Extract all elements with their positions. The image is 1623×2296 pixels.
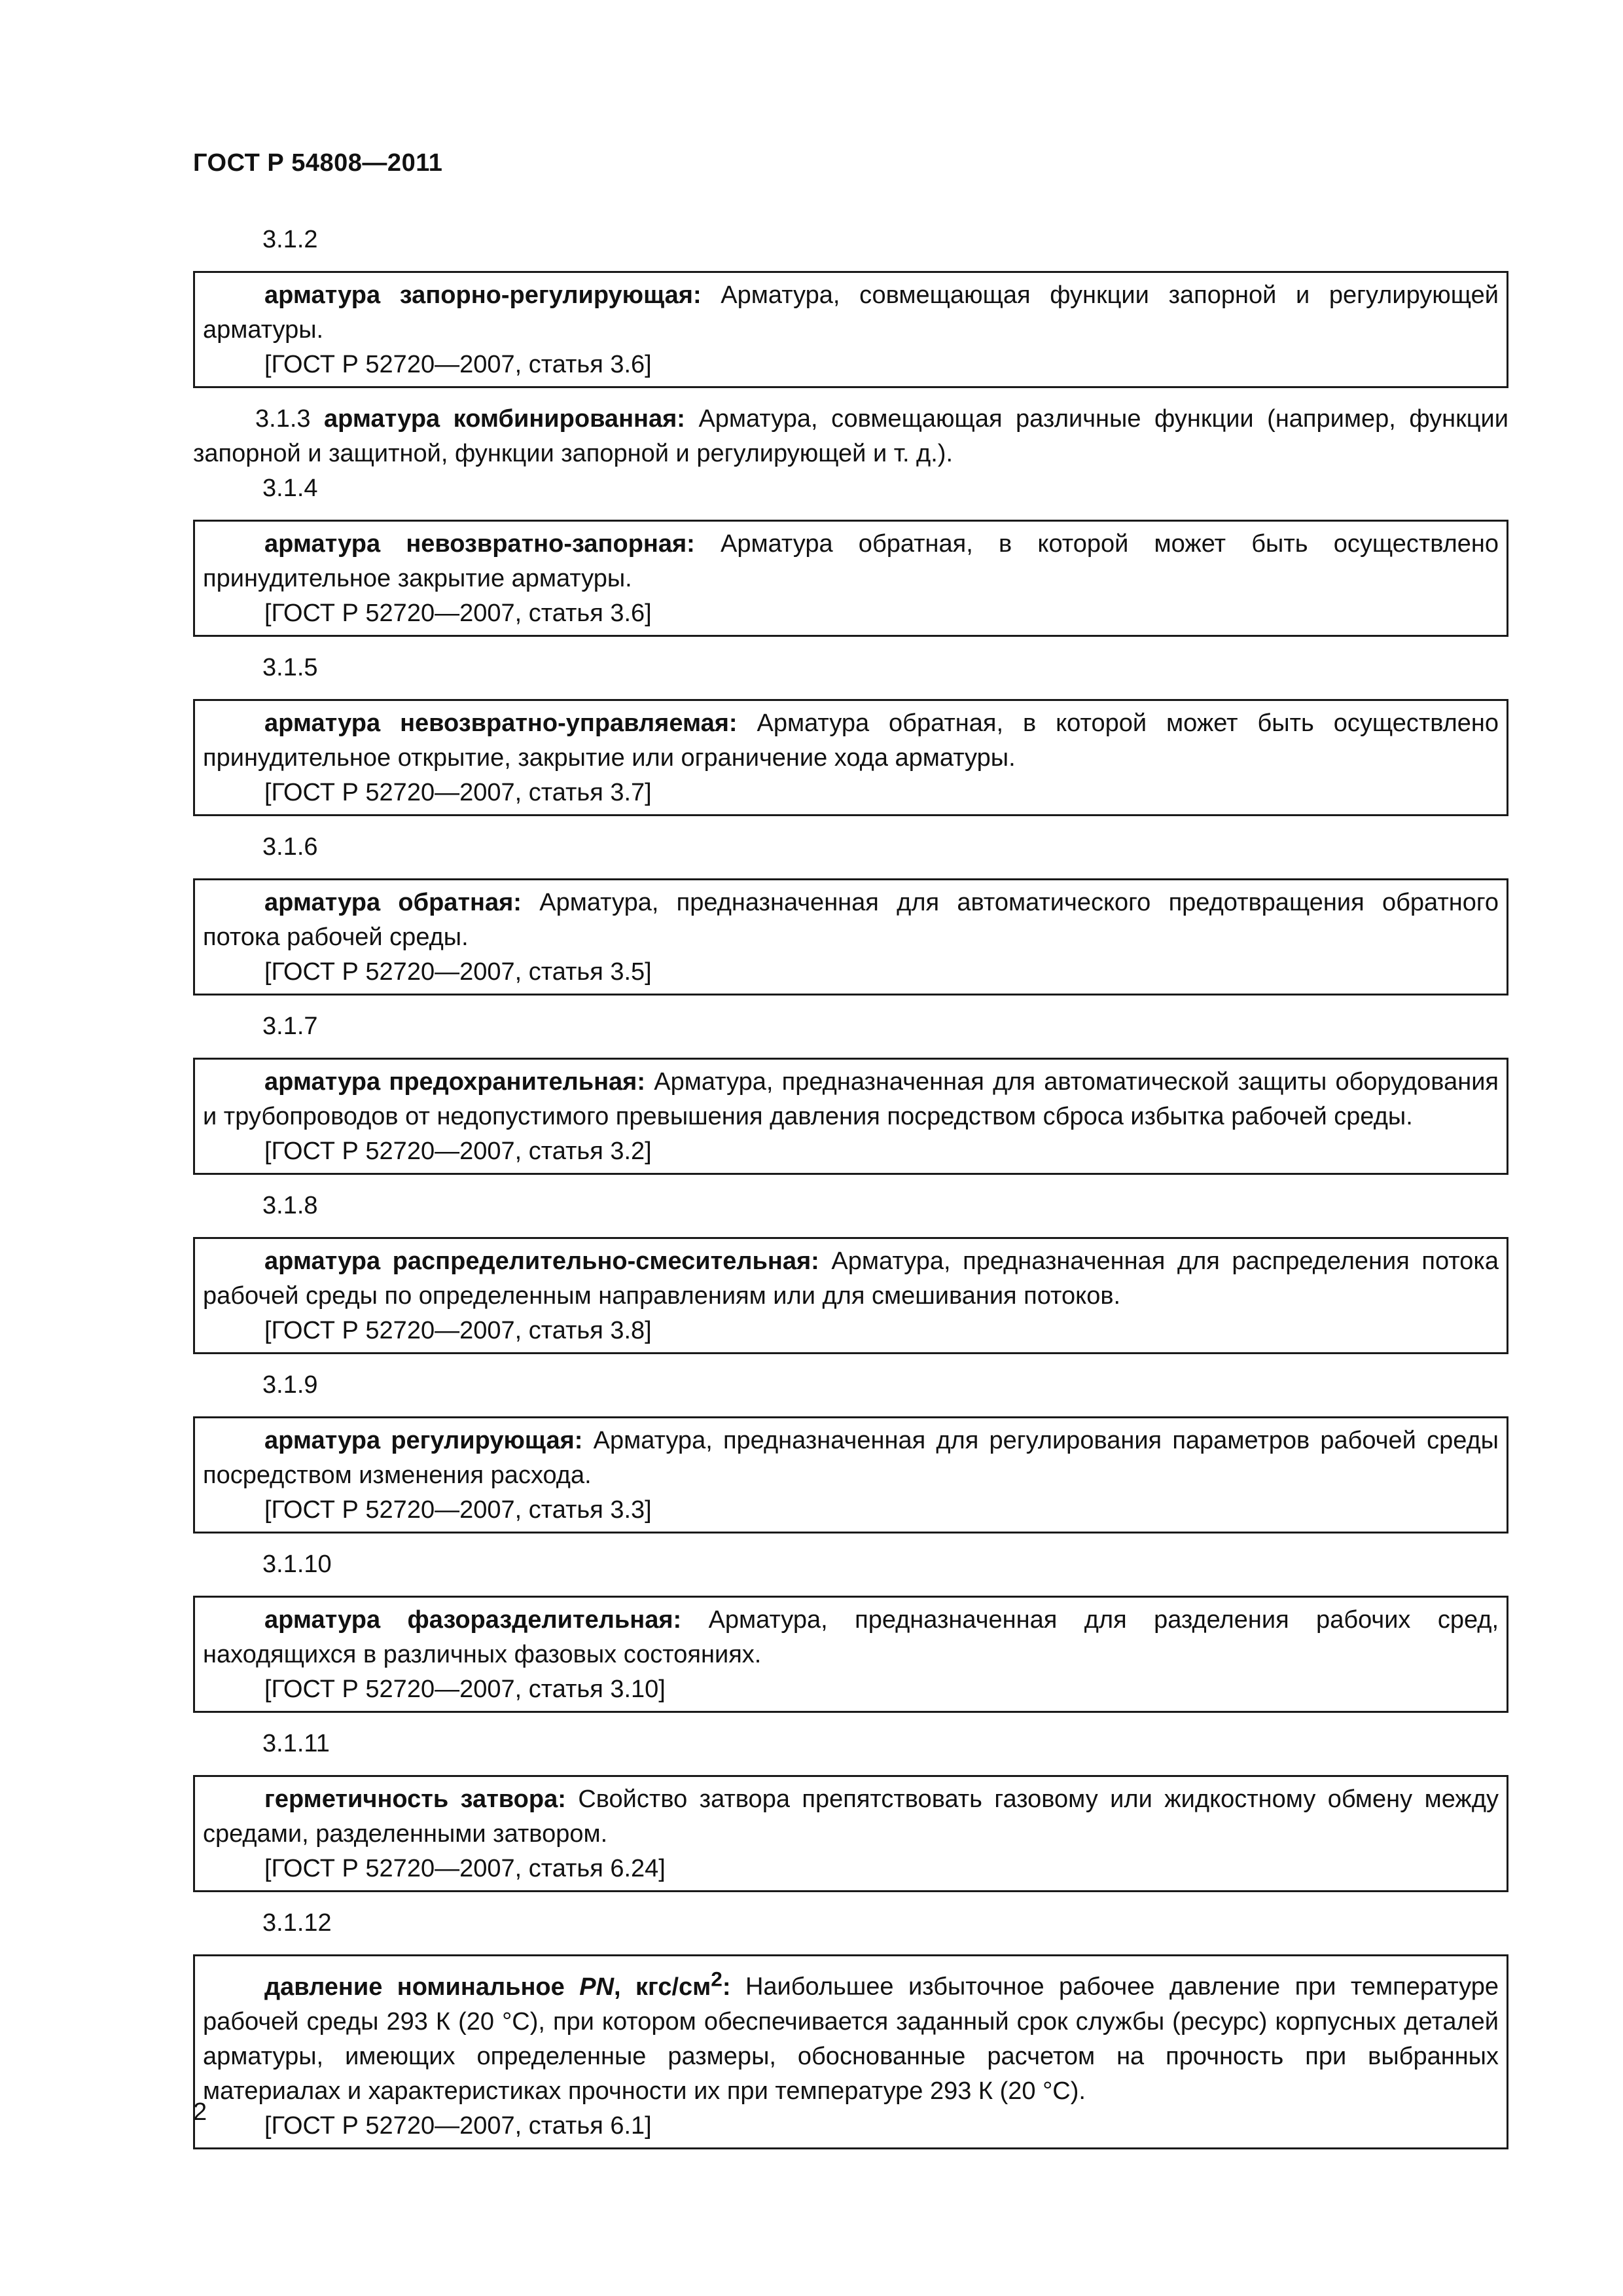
term-number: 3.1.4: [262, 475, 318, 502]
terms-section: [193, 223, 1508, 2149]
term-reference: [ГОСТ Р 52720—2007, статья 3.5]: [264, 958, 652, 986]
term-text: Арматура, предназначенная для регулирования параметров рабочей среды посредством изменения расхода.: [203, 1427, 1499, 1489]
term-definition: [203, 278, 1499, 348]
term-definition: [203, 706, 1499, 776]
term-number: 3.1.12: [262, 1909, 332, 1937]
term-definition: [203, 1244, 1499, 1314]
term-name: арматура комбинированная:: [324, 405, 685, 433]
term-definition: [193, 402, 1508, 471]
term-box: [193, 1237, 1508, 1354]
term-definition: [203, 1962, 1499, 2109]
term-reference: [ГОСТ Р 52720—2007, статья 3.3]: [264, 1496, 652, 1524]
term-name: арматура запорно-регулирующая:: [264, 281, 702, 309]
term-box: [193, 878, 1508, 996]
term-box: [193, 1954, 1508, 2149]
term-name: арматура фазоразделительная:: [264, 1606, 682, 1634]
term-box: [193, 699, 1508, 816]
term-text: Арматура обратная, в которой может быть осуществлено принудительное закрытие арматуры.: [203, 530, 1499, 592]
term-reference: [ГОСТ Р 52720—2007, статья 3.7]: [264, 779, 652, 806]
term-name: арматура регулирующая:: [264, 1427, 583, 1454]
term-text: Арматура, предназначенная для автоматической защиты оборудования и трубопроводов от недопустимого превышения давления посредством сброса избытка рабочей среды.: [203, 1068, 1499, 1130]
term-reference: [ГОСТ Р 52720—2007, статья 6.24]: [264, 1855, 666, 1882]
term-name: герметичность затвора:: [264, 1785, 566, 1813]
term-reference: [ГОСТ Р 52720—2007, статья 3.10]: [264, 1676, 666, 1703]
term-definition: [203, 1424, 1499, 1493]
term-number: 3.1.5: [262, 654, 318, 681]
term-number: 3.1.11: [262, 1730, 330, 1757]
term-number: 3.1.2: [262, 226, 318, 253]
term-definition: [203, 886, 1499, 955]
term-name: арматура невозвратно-управляемая:: [264, 709, 738, 737]
term-number: 3.1.8: [262, 1192, 318, 1219]
term-name: арматура обратная:: [264, 889, 522, 916]
term-text: Арматура, совмещающая различные функции (например, функции запорной и защитной, функции запорной и регулирующей и т. д.).: [193, 405, 1508, 467]
term-text: Наибольшее избыточное рабочее давление при температуре рабочей среды 293 К (20 °С), при котором обеспечивается заданный срок службы (ресурс) корпусных деталей арматуры, имеющих определенные размеры, обоснованные расчетом на прочность при выбранных материалах и характеристиках прочности их при температуре 293 К (20 °С).: [203, 1973, 1499, 2105]
term-box: [193, 271, 1508, 388]
term-reference: [ГОСТ Р 52720—2007, статья 3.8]: [264, 1317, 652, 1344]
page-number: 2: [193, 2098, 207, 2126]
term-box: [193, 1775, 1508, 1892]
term-name: арматура предохранительная:: [264, 1068, 646, 1096]
term-text: Свойство затвора препятствовать газовому или жидкостному обмену между средами, разделенными затвором.: [203, 1785, 1499, 1848]
term-symbol: PN: [579, 1973, 615, 2001]
term-reference: [ГОСТ Р 52720—2007, статья 3.2]: [264, 1138, 652, 1165]
term-box: [193, 1596, 1508, 1713]
term-unit-exponent: 2: [711, 1967, 722, 1990]
term-text: Арматура обратная, в которой может быть осуществлено принудительное открытие, закрытие или ограничение хода арматуры.: [203, 709, 1499, 772]
term-box: [193, 1058, 1508, 1175]
term-text: Арматура, предназначенная для распределения потока рабочей среды по определенным направлениям или для смешивания потоков.: [203, 1247, 1499, 1310]
term-reference: [ГОСТ Р 52720—2007, статья 3.6]: [264, 600, 652, 627]
term-definition: [203, 1782, 1499, 1852]
term-name: давление номинальное PN, кгс/$см^2$:: [264, 1967, 731, 2001]
term-number: 3.1.6: [262, 833, 318, 861]
document-header: ГОСТ Р 54808—2011: [193, 149, 443, 177]
term-name: арматура невозвратно-запорная:: [264, 530, 695, 558]
term-reference: [ГОСТ Р 52720—2007, статья 6.1]: [264, 2111, 652, 2140]
term-text: Арматура, предназначенная для автоматического предотвращения обратного потока рабочей среды.: [203, 889, 1499, 951]
term-number: 3.1.10: [262, 1551, 332, 1578]
term-number: 3.1.3: [255, 405, 311, 433]
term-definition: [203, 1603, 1499, 1672]
term-box: [193, 520, 1508, 637]
term-definition: [203, 1065, 1499, 1134]
term-number: 3.1.7: [262, 1013, 318, 1040]
term-box: [193, 1416, 1508, 1534]
term-name: арматура распределительно-смесительная:: [264, 1247, 819, 1275]
term-reference: [ГОСТ Р 52720—2007, статья 3.6]: [264, 351, 652, 378]
term-number: 3.1.9: [262, 1371, 318, 1399]
term-text: Арматура, совмещающая функции запорной и регулирующей арматуры.: [203, 281, 1499, 344]
term-text: Арматура, предназначенная для разделения рабочих сред, находящихся в различных фазовых состояниях.: [203, 1606, 1499, 1668]
term-definition: [203, 527, 1499, 596]
